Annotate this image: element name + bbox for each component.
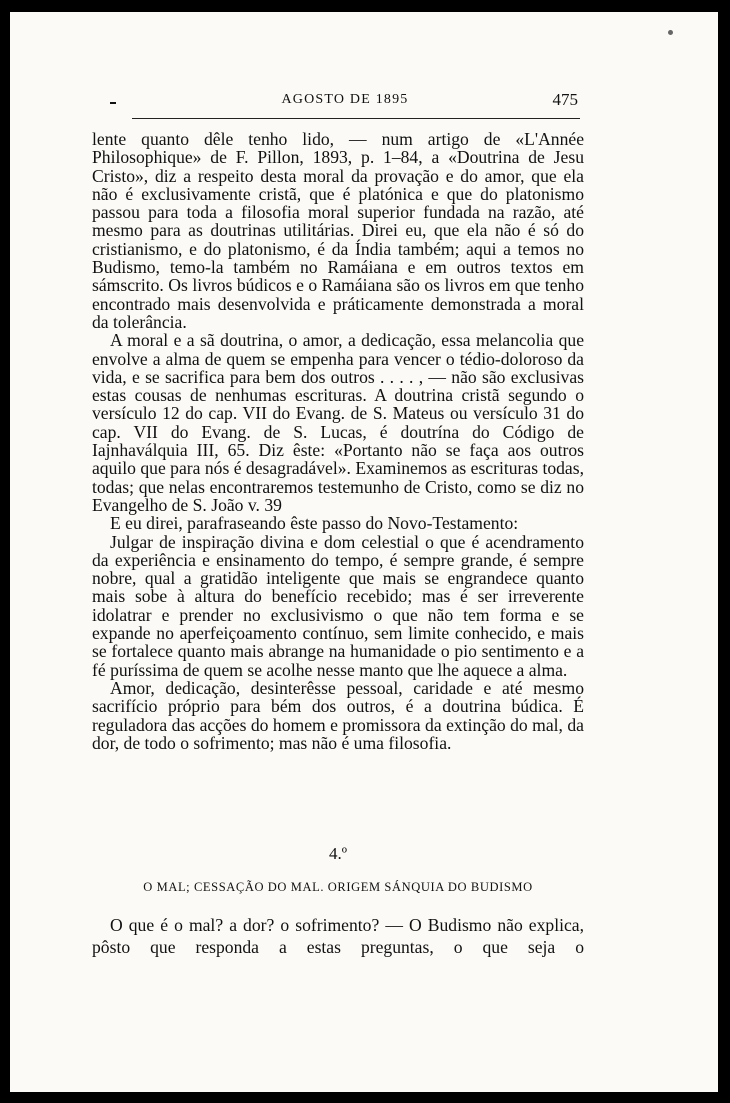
closing-paragraph: O que é o mal? a dor? o sofrimento? — O Budismo não explica, pôsto que responda a estas preguntas, o que seja o — [92, 915, 584, 957]
header-rule — [132, 118, 580, 119]
header-title: AGOSTO DE 1895 — [281, 92, 409, 107]
paragraph-4: Julgar de inspiração divina e dom celestial o que é acendramento da experiência e ensinamento do tempo, é sempre grande, é sempre nobre, qual a gratidão inteligente que mais se engrandece quanto mais sobe à altura do benefício recebido; mas é ser irreverente idolatrar e prender no exclusivismo o que não tem forma e se expande no aperfeiçoamento contínuo, sem limite conhecido, e mais se fortalece quanto mais abrange na humanidade o pio sentimento e a fé puríssima de quem se acolhe nesse manto que lhe aquece a alma. — [92, 531, 584, 680]
book-page — [10, 12, 718, 1092]
section-number: 4.º — [328, 844, 348, 863]
page-number: 475 — [552, 90, 578, 109]
main-text — [92, 130, 584, 752]
paragraph-2: A moral e a sã doutrina, o amor, a dedicação, essa melancolia que envolve a alma de quem se empenha para vencer o tédio-doloroso da vida, e se sacrifica para bem dos outros . . . . , — não são exclusivas estas cousas de nenhumas escrituras. A doutrina cristã segundo o versículo 12 do cap. VII do Evang. de S. Mateus ou versículo 31 do cap. VII do Evang. de S. Lucas, é doutrína do Código de Iajnhaválquia III, 65. Diz êste: «Portanto não se faça aos outros aquilo que para nós é desagradável». Examinemos as escrituras todas, todas; que nelas encontraremos testemunho de Cristo, como se diz no Evangelho de S. João v. 39 — [92, 330, 584, 515]
closing-text — [92, 914, 584, 958]
page-speck — [668, 30, 673, 35]
paragraph-3: E eu direi, parafraseando êste passo do Novo-Testamento: — [110, 513, 519, 534]
section-title: O MAL; CESSAÇÃO DO MAL. ORIGEM SÁNQUIA DO BUDISMO — [143, 880, 533, 894]
paragraph-5: Amor, dedicação, desinterêsse pessoal, caridade e até mesmo sacrifício próprio para bém dos outros, é a doutrina búdica. É reguladora das acções do homem e promissora da extinção do mal, da dor, de todo o sofrimento; mas não é uma filosofia. — [92, 677, 584, 753]
paragraph-1: lente quanto dêle tenho lido, — num artigo de «L'Année Philosophique» de F. Pillon, 1893, p. 1–84, a «Doutrina de Jesu Cristo», diz a respeito desta moral da provação e do amor, que ela não é exclusivamente cristã, que é platónica e que do platonismo passou para toda a filosofia moral superior fundada na razão, até mesmo para as doutrinas utilitárias. Direi eu, que ela não é só do cristianismo, e do platonismo, é da Índia também; aqui a temos no Budismo, temo-la também no Ramáiana e em outros textos em sámscrito. Os livros búdicos e o Ramáiana são os livros em que tenho encontrado mais desenvolvida e práticamente demonstrada a moral da tolerância. — [92, 129, 584, 332]
running-header — [110, 92, 580, 116]
